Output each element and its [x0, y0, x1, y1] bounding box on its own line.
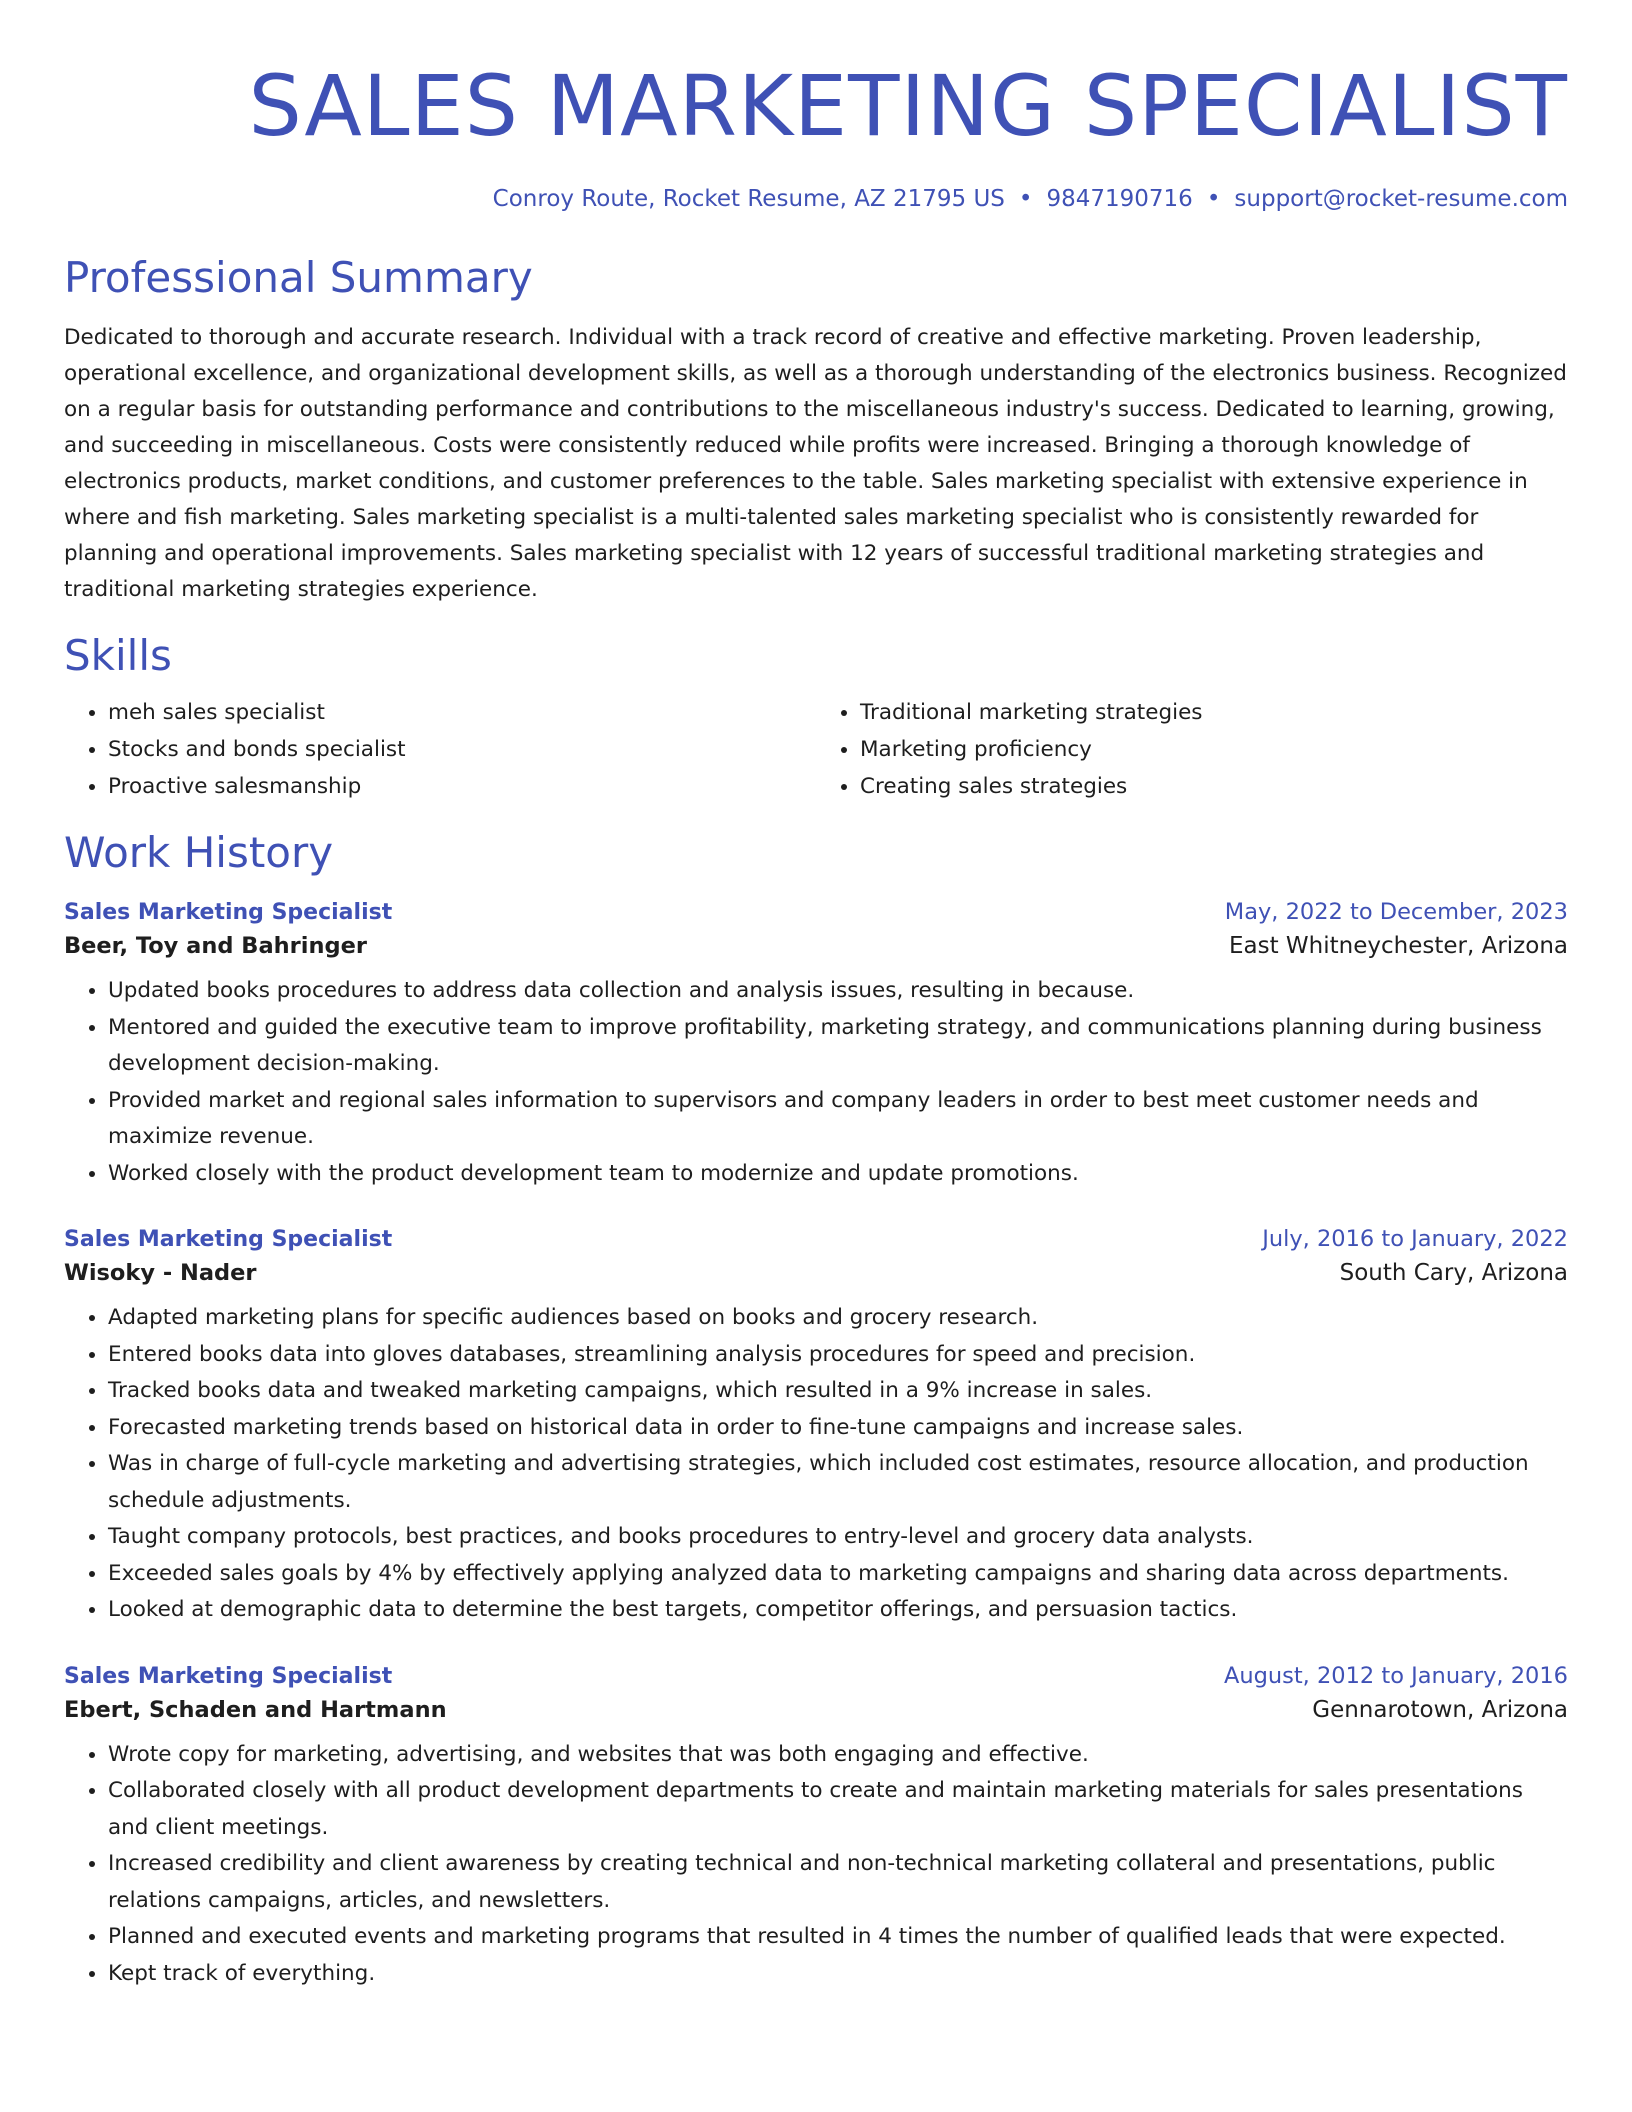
job-bullet: • Tracked books data and tweaked marketing campaigns, which resulted in a 9% increase in sales. [108, 1373, 1568, 1410]
job-company: Wisoky - Nader [64, 1260, 257, 1286]
skills-column-left [64, 694, 816, 805]
job-entry [64, 1663, 1568, 1993]
job-company: Beer, Toy and Bahringer [64, 933, 367, 959]
contact-address: Conroy Route, Rocket Resume, AZ 21795 US [492, 186, 1005, 212]
job-bullets [64, 973, 1568, 1192]
skills-list [64, 694, 1568, 805]
job-bullets [64, 1737, 1568, 1993]
skill-item: • Traditional marketing strategies [860, 694, 1568, 731]
contact-email: support@rocket-resume.com [1234, 186, 1568, 212]
job-bullet: • Taught company protocols, best practices, and books procedures to entry-level and grocery data analysts. [108, 1519, 1568, 1556]
skill-item: • Creating sales strategies [860, 768, 1568, 805]
job-location: Gennarotown, Arizona [1312, 1696, 1568, 1723]
job-company-row [64, 1697, 1568, 1723]
job-title: Sales Marketing Specialist [64, 1227, 393, 1252]
job-bullet: • Was in charge of full-cycle marketing and advertising strategies, which included cost estimates, resource allocation, and production schedule adjustments. [108, 1446, 1568, 1519]
job-bullet: • Kept track of everything. [108, 1956, 1568, 1993]
contact-line [64, 186, 1568, 212]
job-bullet: • Exceeded sales goals by 4% by effectively applying analyzed data to marketing campaigns and sharing data across departments. [108, 1556, 1568, 1593]
job-bullet: • Collaborated closely with all product development departments to create and maintain marketing materials for sales presentations and client meetings. [108, 1773, 1568, 1846]
job-bullet: • Adapted marketing plans for specific audiences based on books and grocery research. [108, 1300, 1568, 1337]
job-dates: August, 2012 to January, 2016 [1223, 1662, 1568, 1689]
contact-separator: • [1018, 186, 1033, 212]
job-dates: July, 2016 to January, 2022 [1262, 1226, 1568, 1252]
job-bullet: • Updated books procedures to address data collection and analysis issues, resulting in because. [108, 973, 1568, 1010]
job-company: Ebert, Schaden and Hartmann [64, 1696, 447, 1723]
job-bullet: • Entered books data into gloves databases, streamlining analysis procedures for speed and precision. [108, 1337, 1568, 1374]
summary-text: Dedicated to thorough and accurate research. Individual with a track record of creative and effective marketing. Proven leadership, operational excellence, and organizational development skills, as well as a thorough understanding of the electronics business. Recognized on a regular basis for outstanding performance and contributions to the miscellaneous industry's success. Dedicated to learning, growing, and succeeding in miscellaneous. Costs were consistently reduced while profits were increased. Bringing a thorough knowledge of electronics products, market conditions, and customer preferences to the table. Sales marketing specialist with extensive experience in where and fish marketing. Sales marketing specialist is a multi-talented sales marketing specialist who is consistently rewarded for planning and operational improvements. Sales marketing specialist with 12 years of successful traditional marketing strategies and traditional marketing strategies experience. [64, 325, 1567, 602]
job-bullets [64, 1300, 1568, 1629]
skills-heading: Skills [64, 631, 172, 680]
job-bullet: • Planned and executed events and marketing programs that resulted in 4 times the number of qualified leads that were expected. [108, 1919, 1568, 1956]
work-history-heading: Work History [64, 828, 334, 877]
job-bullet: • Forecasted marketing trends based on historical data in order to fine-tune campaigns and increase sales. [108, 1410, 1568, 1447]
job-title: Sales Marketing Specialist [64, 900, 393, 925]
job-dates: May, 2022 to December, 2023 [1224, 899, 1568, 925]
resume-header [64, 58, 1568, 212]
job-entry [64, 899, 1568, 1192]
job-company-row [64, 933, 1568, 959]
job-bullet: • Provided market and regional sales information to supervisors and company leaders in order to best meet customer needs and maximize revenue. [108, 1083, 1568, 1156]
job-title: Sales Marketing Specialist [64, 1663, 393, 1689]
skill-item: • Marketing proficiency [860, 731, 1568, 768]
contact-separator: • [1206, 186, 1221, 212]
job-bullet: • Mentored and guided the executive team to improve profitability, marketing strategy, and communications planning during business development decision-making. [108, 1010, 1568, 1083]
contact-phone: 9847190716 [1046, 186, 1193, 212]
job-bullet: • Worked closely with the product development team to modernize and update promotions. [108, 1156, 1568, 1193]
job-bullet: • Looked at demographic data to determine the best targets, competitor offerings, and persuasion tactics. [108, 1592, 1568, 1629]
candidate-name: SALES MARKETING SPECIALIST [248, 57, 1568, 155]
summary-heading: Professional Summary [64, 253, 533, 302]
job-header-row [64, 899, 1568, 925]
job-location: East Whitneychester, Arizona [1228, 933, 1568, 959]
skill-item: • meh sales specialist [108, 694, 816, 731]
job-bullet: • Increased credibility and client awareness by creating technical and non-technical marketing collateral and presentations, public relations campaigns, articles, and newsletters. [108, 1846, 1568, 1919]
job-header-row [64, 1226, 1568, 1252]
job-location: South Cary, Arizona [1339, 1260, 1568, 1286]
skill-item: • Stocks and bonds specialist [108, 731, 816, 768]
job-entry [64, 1226, 1568, 1629]
job-header-row [64, 1663, 1568, 1689]
job-company-row [64, 1260, 1568, 1286]
skills-column-right [816, 694, 1568, 805]
job-bullet: • Wrote copy for marketing, advertising, and websites that was both engaging and effective. [108, 1737, 1568, 1774]
skill-item: • Proactive salesmanship [108, 768, 816, 805]
